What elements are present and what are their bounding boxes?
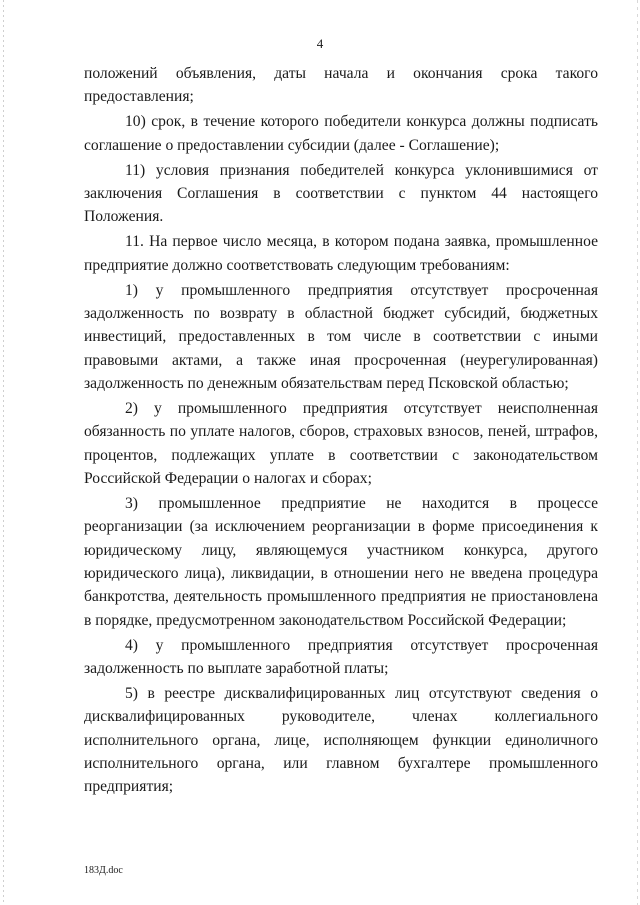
paragraph-item-10: 10) срок, в течение которого победители конкурса должны подписать соглашение о предоставлении субсидии (далее - Соглашение); xyxy=(84,113,598,154)
page-number: 4 xyxy=(316,36,324,51)
paragraph-requirement-2: 2) у промышленного предприятия отсутствует неисполненная обязанность по уплате налогов, сборов, страховых взносов, пеней, штрафов, процентов, подлежащих уплате в соответствии с законодательством Российской Федерации о налогах и сборах; xyxy=(84,400,598,488)
scan-edge-right xyxy=(637,0,638,905)
file-name-footer: 183Д.doc xyxy=(84,865,123,876)
scan-edge-left xyxy=(3,0,4,905)
paragraph-item-11: 11) условия признания победителей конкурса уклонившимися от заключения Соглашения в соответствии с пунктом 44 настоящего Положения. xyxy=(84,161,598,226)
paragraph-requirement-1: 1) у промышленного предприятия отсутствует просроченная задолженность по возврату в областной бюджет субсидий, бюджетных инвестиций, предоставленных в том числе в соответствии с иными правовыми актами, а также иная просроченная (неурегулированная) задолженность по денежным обязательствам перед Псковской областью; xyxy=(84,281,598,393)
document-body xyxy=(84,62,598,800)
paragraph-continuation: положений объявления, даты начала и окончания срока такого предоставления; xyxy=(84,65,598,106)
paragraph-requirement-3: 3) промышленное предприятие не находится в процессе реорганизации (за исключением реорганизации в форме присоединения к юридическому лицу, являющемуся участником конкурса, другого юридического лица), ликвидации, в отношении него не введена процедура банкротства, деятельность промышленного предприятия не приостановлена в порядке, предусмотренном законодательством Российской Федерации; xyxy=(84,495,598,629)
paragraph-requirement-4: 4) у промышленного предприятия отсутствует просроченная задолженность по выплате заработной платы; xyxy=(84,636,598,677)
paragraph-section-11: 11. На первое число месяца, в котором подана заявка, промышленное предприятие должно соответствовать следующим требованиям: xyxy=(84,233,598,274)
paragraph-requirement-5: 5) в реестре дисквалифицированных лиц отсутствуют сведения о дисквалифицированных руководителе, членах коллегиального исполнительного органа, лице, исполняющем функции единоличного исполнительного органа, или главном бухгалтере промышленного предприятия; xyxy=(84,685,598,796)
